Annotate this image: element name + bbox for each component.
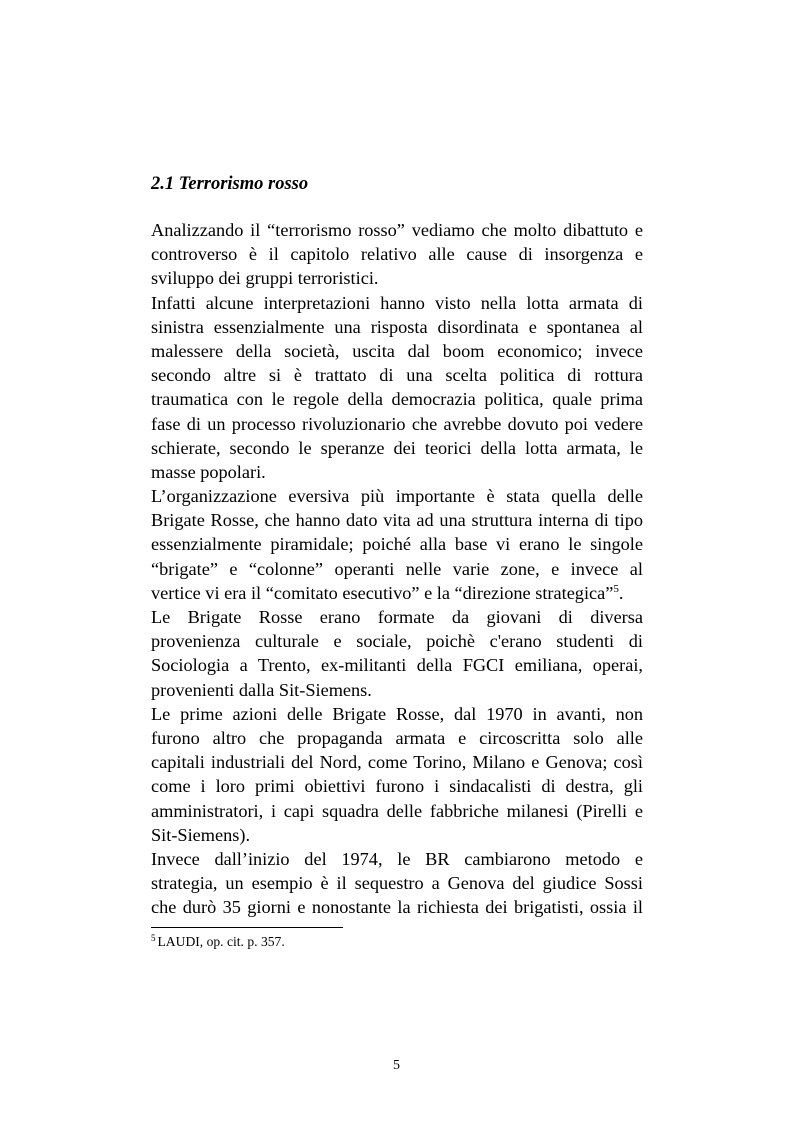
text-line: L’organizzazione eversiva più importante è stata quella delle — [151, 486, 643, 507]
text-line: schierate, secondo le speranze dei teorici della lotta armata, le — [151, 437, 643, 458]
paragraph — [151, 484, 643, 605]
text-line-content: vertice vi era il “comitato esecutivo” e la “direzione strategica” — [151, 582, 614, 603]
text-line: Analizzando il “terrorismo rosso” vediamo che molto dibattuto e — [151, 220, 643, 240]
footnote-separator — [151, 927, 343, 928]
text-line: controverso è il capitolo relativo alle cause di insorgenza e — [151, 244, 643, 265]
text-line: sviluppo dei gruppi terroristici. — [151, 268, 379, 289]
paragraph — [151, 847, 643, 920]
text-line: strategia, un esempio è il sequestro a Genova del giudice Sossi — [151, 873, 643, 894]
text-line: Brigate Rosse, che hanno dato vita ad una struttura interna di tipo — [151, 510, 643, 531]
paragraph — [151, 605, 643, 702]
page-number: 5 — [393, 1058, 400, 1073]
footnote-number: 5 — [151, 933, 156, 943]
text-line: traumatica con le regole della democrazia politica, quale prima — [151, 389, 643, 410]
text-line: provenienza culturale e sociale, poichè c'erano studenti di — [151, 631, 643, 652]
text-line: fase di un processo rivoluzionario che avrebbe dovuto poi vedere — [151, 413, 643, 434]
text-line: amministratori, i capi squadra delle fabbriche milanesi (Pirelli e — [151, 800, 643, 821]
text-line: provenienti dalla Sit-Siemens. — [151, 679, 372, 700]
paragraph — [151, 218, 643, 291]
sentence-end: . — [618, 582, 624, 603]
text-line: Sit-Siemens). — [151, 824, 251, 845]
text-line: come i loro primi obiettivi furono i sindacalisti di destra, gli — [151, 776, 643, 797]
footnote-reference: 5 — [613, 582, 619, 595]
footnote-text: LAUDI, op. cit. p. 357. — [157, 934, 285, 949]
paragraph — [151, 702, 643, 847]
body-text — [151, 218, 643, 919]
text-line: secondo altre si è trattato di una scelta politica di rottura — [151, 365, 643, 386]
footnote — [151, 934, 285, 950]
text-line: Le Brigate Rosse erano formate da giovani di diversa — [151, 607, 643, 627]
text-line: Invece dall’inizio del 1974, le BR cambiarono metodo e — [151, 848, 643, 869]
text-line — [151, 581, 643, 605]
text-line: sinistra essenzialmente una risposta disordinata e spontanea al — [151, 316, 643, 337]
text-line: Le prime azioni delle Brigate Rosse, dal 1970 in avanti, non — [151, 703, 643, 724]
text-line: che durò 35 giorni e nonostante la richiesta dei brigatisti, ossia il — [151, 897, 643, 918]
text-line: malessere della società, uscita dal boom economico; invece — [151, 340, 643, 361]
section-heading: 2.1 Terrorismo rosso — [151, 174, 309, 194]
text-line: essenzialmente piramidale; poiché alla base vi erano le singole — [151, 534, 643, 555]
paragraph — [151, 291, 643, 485]
text-line: masse popolari. — [151, 461, 266, 482]
text-line: “brigate” e “colonne” operanti nelle varie zone, e invece al — [151, 558, 643, 579]
text-line: capitali industriali del Nord, come Torino, Milano e Genova; così — [151, 752, 643, 773]
text-line: Sociologia a Trento, ex-militanti della FGCI emiliana, operai, — [151, 655, 643, 676]
text-line: Infatti alcune interpretazioni hanno visto nella lotta armata di — [151, 292, 643, 313]
text-line: furono altro che propaganda armata e circoscritta solo alle — [151, 727, 643, 748]
